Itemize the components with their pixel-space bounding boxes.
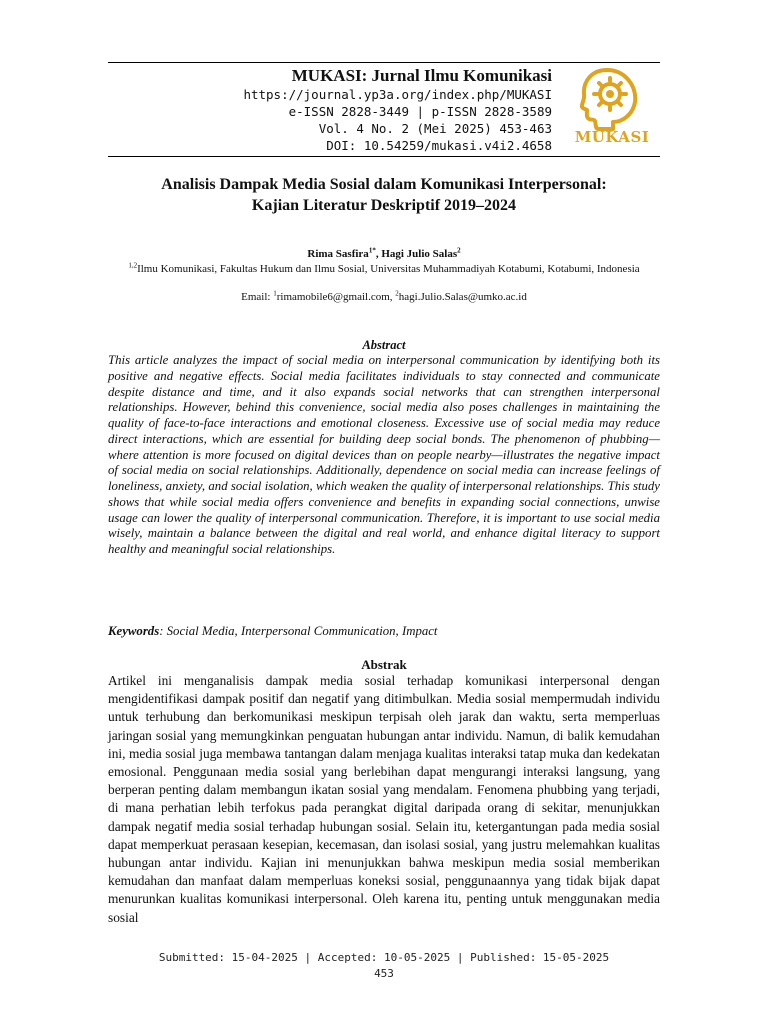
journal-issn: e-ISSN 2828-3449 | p-ISSN 2828-3589	[288, 104, 552, 119]
submission-dates: Submitted: 15-04-2025 | Accepted: 10-05-2025 | Published: 15-05-2025	[158, 951, 610, 964]
email-sup: 2	[395, 289, 399, 298]
keywords-list: : Social Media, Interpersonal Communication, Impact	[159, 624, 438, 638]
abstract-text: This article analyzes the impact of social media on interpersonal communication by identifying both its positive and negative effects. Social media facilitates individuals to stay connected and communicate despite distance and time, and it also expands social networks that can strengthen interpersonal relationships. However, behind this convenience, social media also poses challenges in maintaining the quality of face-to-face interactions and emotional closeness. Excessive use of social media may reduce direct interactions, which are essential for building deep social bonds. The phenomenon of phubbing—where attention is more focused on digital devices than on people nearby—illustrates the negative impact of social media on social relationships. Additionally, dependence on social media can increase feelings of loneliness, anxiety, and social isolation, which weaken the quality of interpersonal relationships. This study shows that while social media offers convenience and benefits in expanding social connections, unwise usage can lower the quality of interpersonal communication. Therefore, it is important to use social media wisely, maintain a balance between the digital and real world, and enhance digital literacy to support healthy and meaningful social relationships.	[108, 353, 660, 556]
author-name: Hagi Julio Salas	[381, 248, 458, 260]
author-sup: 1*	[368, 246, 376, 255]
journal-volume: Vol. 4 No. 2 (Mei 2025) 453-463	[318, 121, 552, 136]
paper-title	[108, 174, 660, 216]
email-sup: 1	[273, 289, 277, 298]
journal-url[interactable]: https://journal.yp3a.org/index.php/MUKASI	[243, 87, 552, 102]
logo-wordmark: MUKASI	[574, 128, 650, 146]
paper-title-line-1: Analisis Dampak Media Sosial dalam Komunikasi Interpersonal:	[161, 176, 607, 193]
abstrak-text: Artikel ini menganalisis dampak media sosial terhadap komunikasi interpersonal dengan mengidentifikasi dampak positif dan negatif yang ditimbulkan. Media sosial mempermudah individu untuk terhubung dan berkomunikasi meskipun terpisah oleh jarak dan waktu, serta memperluas jaringan sosial yang memungkinkan penguatan hubungan antar individu. Namun, di balik kemudahan ini, media sosial juga membawa tantangan dalam menjaga kualitas interaksi tatap muka dan kedekatan emosional. Penggunaan media sosial yang berlebihan dapat mengurangi interaksi langsung, yang berperan penting dalam membangun ikatan sosial yang mendalam. Fenomena phubbing yang terjadi, di mana perhatian lebih terfokus pada perangkat digital daripada orang di sekitar, menunjukkan dampak negatif media sosial terhadap hubungan sosial. Selain itu, ketergantungan pada media sosial dapat memperkuat perasaan kesepian, kecemasan, dan isolasi sosial, yang justru melemahkan kualitas hubungan antar individu. Kajian ini menunjukkan bahwa meskipun media sosial memberikan kemudahan dan manfaat dalam memperluas koneksi sosial, penggunaannya yang tidak bijak dapat menurunkan kualitas komunikasi interpersonal. Oleh karena itu, penting untuk menggunakan media sosial	[108, 673, 660, 925]
keywords-label: Keywords	[108, 624, 160, 638]
affiliation-sup: 1,2	[128, 261, 138, 270]
affiliation	[108, 262, 660, 276]
journal-info	[243, 66, 552, 154]
author-sup: 2	[457, 246, 461, 255]
email-separator: ,	[389, 291, 396, 303]
header-top-rule	[108, 62, 660, 63]
affiliation-text: Ilmu Komunikasi, Fakultas Hukum dan Ilmu Sosial, Universitas Muhammadiyah Kotabumi, Kotabumi, Indonesia	[137, 263, 640, 275]
head-gear-icon	[577, 66, 647, 132]
author-list	[108, 248, 660, 260]
author-emails	[108, 291, 660, 303]
journal-doi[interactable]: DOI: 10.54259/mukasi.v4i2.4658	[326, 138, 552, 153]
abstract-heading: Abstract	[362, 338, 406, 352]
abstrak-heading: Abstrak	[361, 657, 407, 672]
paper-title-line-2: Kajian Literatur Deskriptif 2019–2024	[251, 197, 517, 214]
email-link[interactable]: hagi.Julio.Salas@umko.ac.id	[398, 291, 527, 303]
author-separator: ,	[375, 248, 382, 260]
keywords	[108, 624, 660, 639]
email-link[interactable]: rimamobile6@gmail.com	[276, 291, 390, 303]
email-label: Email:	[241, 291, 274, 303]
journal-logo	[570, 66, 654, 150]
journal-name: MUKASI: Jurnal Ilmu Komunikasi	[291, 66, 552, 85]
author-name: Rima Sasfira	[307, 248, 369, 260]
page-number: 453	[374, 967, 394, 980]
header-bottom-rule	[108, 156, 660, 157]
